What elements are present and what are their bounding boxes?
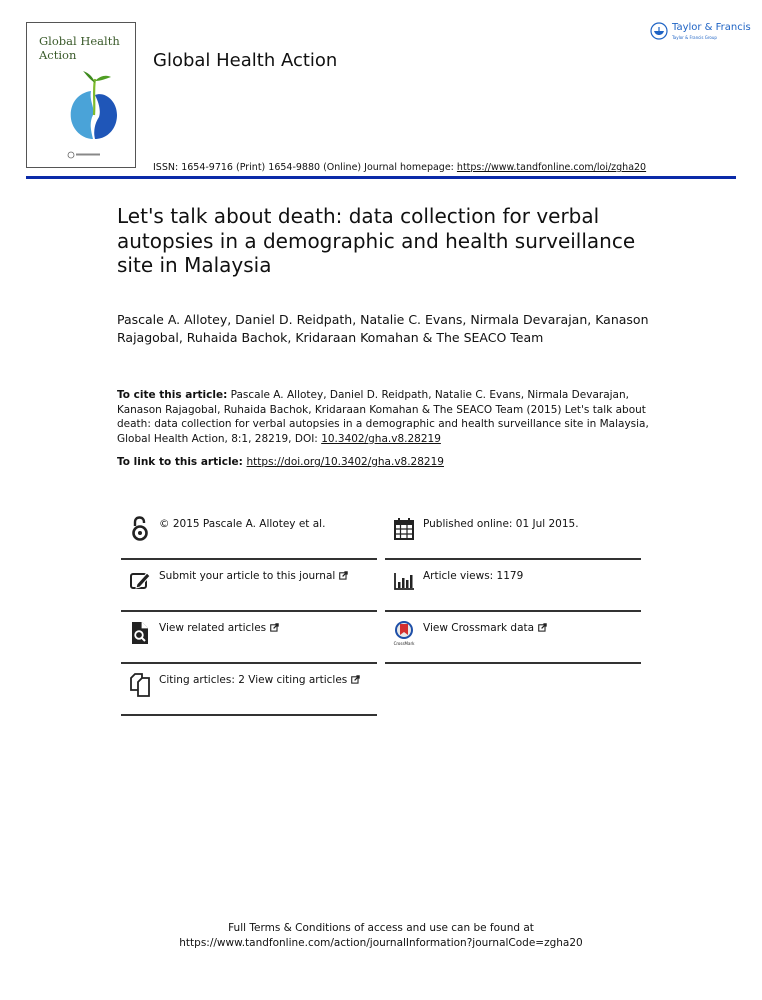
crossmark-badge-text: CrossMark	[393, 641, 415, 646]
article-title: Let's talk about death: data collection for verbal autopsies in a demographic and health surveillance site in Malaysia	[117, 204, 636, 277]
external-link-icon	[270, 623, 279, 632]
issn-text: ISSN: 1654-9716 (Print) 1654-9880 (Online) Journal homepage:	[153, 162, 457, 173]
cite-label: To cite this article:	[117, 389, 228, 401]
journal-homepage-link[interactable]: https://www.tandfonline.com/loi/zgha20	[456, 162, 647, 173]
bar-chart-icon	[393, 568, 415, 594]
related-articles-box[interactable]	[121, 612, 377, 664]
box-divider	[121, 714, 377, 716]
submit-article-label: Submit your article to this journal	[159, 570, 336, 582]
taylor-francis-lamp-icon	[650, 22, 668, 40]
article-views-text: Article views: 1179	[423, 570, 524, 582]
cover-title-line2: Action	[39, 48, 77, 62]
box-divider	[385, 662, 641, 664]
submit-article-box[interactable]	[121, 560, 377, 612]
published-date-text: Published online: 01 Jul 2015.	[423, 518, 579, 530]
link-label: To link to this article:	[117, 456, 247, 468]
publisher-tagline: Taylor & Francis Group	[672, 35, 717, 40]
publisher-logo	[650, 22, 751, 44]
issn-line	[153, 162, 646, 173]
cite-text: Pascale A. Allotey, Daniel D. Reidpath, Natalie C. Evans, Nirmala Devarajan, Kanason Rajagobal, Ruhaida Bachok, Kridaraan Komahan & The SEACO Team (2015) Let's talk about death: data collection for verbal autopsies in a demographic and health surveillance site in Malaysia, Global Health Action, 8:1, 28219, DOI:	[117, 389, 649, 445]
calendar-icon	[393, 516, 415, 542]
article-views-box	[385, 560, 641, 612]
related-articles-link[interactable]	[159, 622, 279, 634]
document-search-icon	[129, 620, 151, 646]
copyright-text: © 2015 Pascale A. Allotey et al.	[159, 518, 326, 530]
article-doi-link[interactable]: https://doi.org/10.3402/gha.v8.28219	[246, 456, 444, 468]
globe-sprout-icon	[65, 67, 121, 143]
cover-title	[39, 34, 120, 62]
external-link-icon	[351, 675, 360, 684]
cover-title-line1: Global Health	[39, 34, 120, 48]
article-link-line	[117, 456, 444, 468]
terms-line: Full Terms & Conditions of access and use can be found at	[228, 922, 534, 934]
article-authors: Pascale A. Allotey, Daniel D. Reidpath, Natalie C. Evans, Nirmala Devarajan, Kanason Rajagobal, Ruhaida Bachok, Kridaraan Komahan & The SEACO Team	[117, 312, 649, 345]
external-link-icon	[538, 623, 547, 632]
submit-article-link[interactable]	[159, 570, 348, 582]
publisher-name: Taylor & Francis	[672, 22, 751, 33]
citing-articles-box[interactable]	[121, 664, 377, 716]
crossmark-icon	[393, 620, 415, 646]
publisher-mini-logo	[67, 151, 103, 159]
crossmark-label: View Crossmark data	[423, 622, 535, 634]
edit-pencil-icon	[129, 568, 151, 594]
external-link-icon	[339, 571, 348, 580]
crossmark-box[interactable]	[385, 612, 641, 664]
journal-cover-image	[26, 22, 136, 168]
open-access-icon	[129, 516, 151, 542]
crossmark-link[interactable]	[423, 622, 547, 634]
terms-footer	[0, 921, 762, 951]
citing-documents-icon	[129, 672, 151, 698]
cite-doi-link[interactable]: 10.3402/gha.v8.28219	[321, 432, 441, 445]
terms-url[interactable]: https://www.tandfonline.com/action/journalInformation?journalCode=zgha20	[179, 937, 583, 949]
citation-block	[117, 388, 657, 446]
published-date-box	[385, 508, 641, 560]
header-divider	[26, 176, 736, 179]
related-articles-label: View related articles	[159, 622, 267, 634]
copyright-box	[121, 508, 377, 560]
citing-articles-link[interactable]	[159, 674, 360, 686]
citing-articles-label: Citing articles: 2 View citing articles	[159, 674, 348, 686]
journal-name: Global Health Action	[153, 50, 338, 71]
